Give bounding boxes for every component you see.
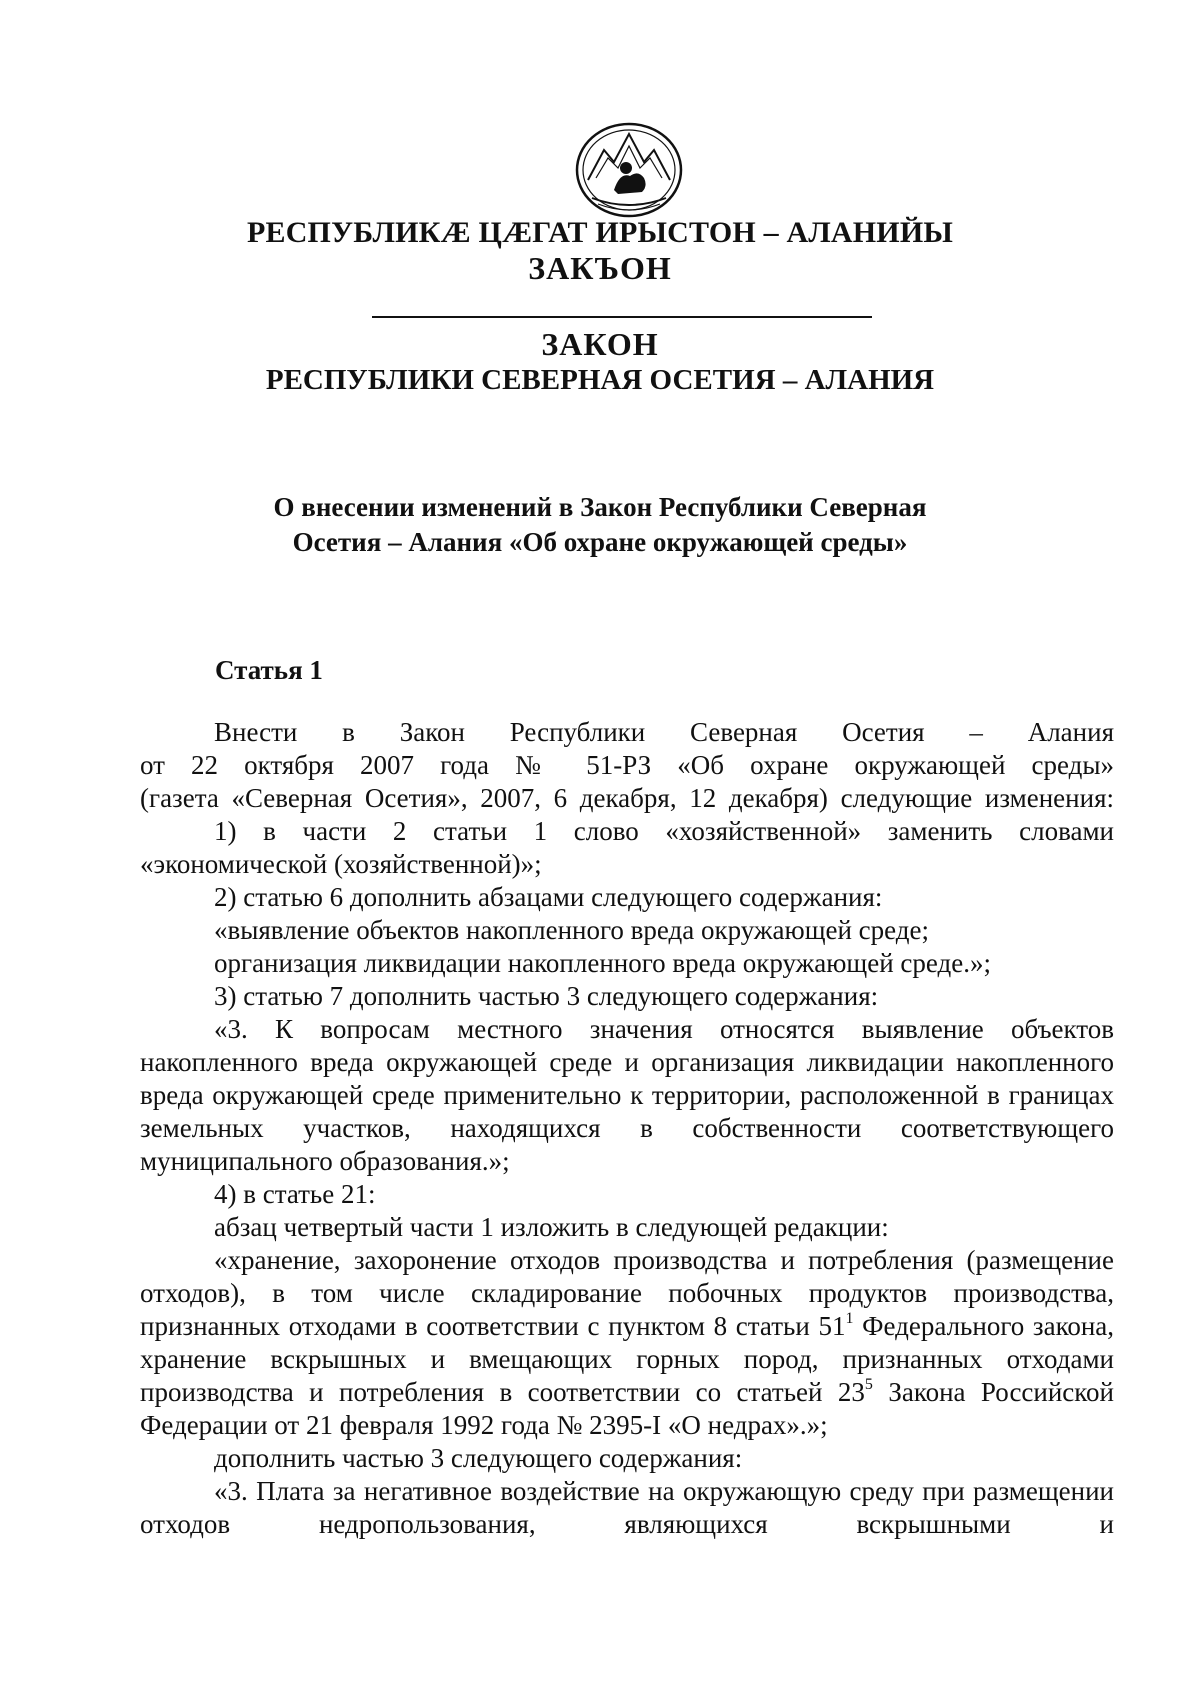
body-line-2: от 22 октября 2007 года № 51-РЗ «Об охране окружающей среды» (140, 750, 1114, 780)
body-paragraph-13-part-a: «хранение, захоронение отходов производства и потребления (размещение отходов), в том числе складирование побочных продуктов производства, признанных отходами в соответствии с пунктом 8 статьи 51 (140, 1245, 1114, 1341)
body-paragraph-10: «3. К вопросам местного значения относятся выявление объектов накопленного вреда окружающей среде и организация ликвидации накопленного вреда окружающей среде применительно к территории, расположенной в границах земельных участков, находящихся в собственности соответствующего муниципального образования.»; (140, 1014, 1114, 1176)
body-paragraph-13-part-c: Закона Российской Федерации от 21 февраля 1992 года № 2395-I «О недрах».»; (140, 1377, 1114, 1440)
ossetian-republic-name: РЕСПУБЛИКÆ ЦÆГАТ ИРЫСТОН – АЛАНИЙЫ (246, 216, 954, 249)
body-line-8: организация ликвидации накопленного вреда окружающей среде.»; (214, 948, 991, 978)
body-line-3: (газета «Северная Осетия», 2007, 6 декабря, 12 декабря) следующие изменения: (140, 783, 1114, 813)
body-line-6: 2) статью 6 дополнить абзацами следующего содержания: (214, 882, 883, 912)
body-line-4: 1) в части 2 статьи 1 слово «хозяйственной» заменить словами (214, 816, 1114, 846)
body-line-1: Внести в Закон Республики Северная Осетия – Алания (214, 717, 1114, 747)
russian-law-label: ЗАКОН (541, 326, 659, 362)
article-heading: Статья 1 (215, 655, 323, 685)
body-line-9: 3) статью 7 дополнить частью 3 следующего содержания: (214, 981, 879, 1011)
header-divider (372, 316, 872, 318)
superscript-1: 1 (845, 1310, 854, 1327)
body-paragraph-13 (140, 1244, 1114, 1442)
body-line-5: «экономической (хозяйственной)»; (140, 849, 542, 879)
coat-of-arms-emblem (574, 120, 684, 220)
ossetian-law-label: ЗАКЪОН (528, 250, 672, 286)
body-line-14: дополнить частью 3 следующего содержания: (214, 1443, 743, 1473)
body-line-12: абзац четвертый части 1 изложить в следующей редакции: (214, 1212, 889, 1242)
law-title-line-1: О внесении изменений в Закон Республики Северная (273, 492, 927, 522)
body-paragraph-13-part-b: Федерального закона, хранение вскрышных и вмещающих горных пород, признанных отходами производства и потребления в соответствии со статьей 23 (140, 1311, 1115, 1407)
article-body (140, 716, 1114, 1541)
body-paragraph-15: «3. Плата за негативное воздействие на окружающую среду при размещении отходов недропользования, являющихся вскрышными и (140, 1476, 1114, 1539)
body-line-11: 4) в статье 21: (214, 1179, 376, 1209)
law-title-line-2: Осетия – Алания «Об охране окружающей среды» (292, 527, 908, 557)
russian-republic-name: РЕСПУБЛИКИ СЕВЕРНАЯ ОСЕТИЯ – АЛАНИЯ (265, 364, 935, 396)
body-line-7: «выявление объектов накопленного вреда окружающей среде; (214, 915, 930, 945)
superscript-5: 5 (864, 1376, 873, 1393)
